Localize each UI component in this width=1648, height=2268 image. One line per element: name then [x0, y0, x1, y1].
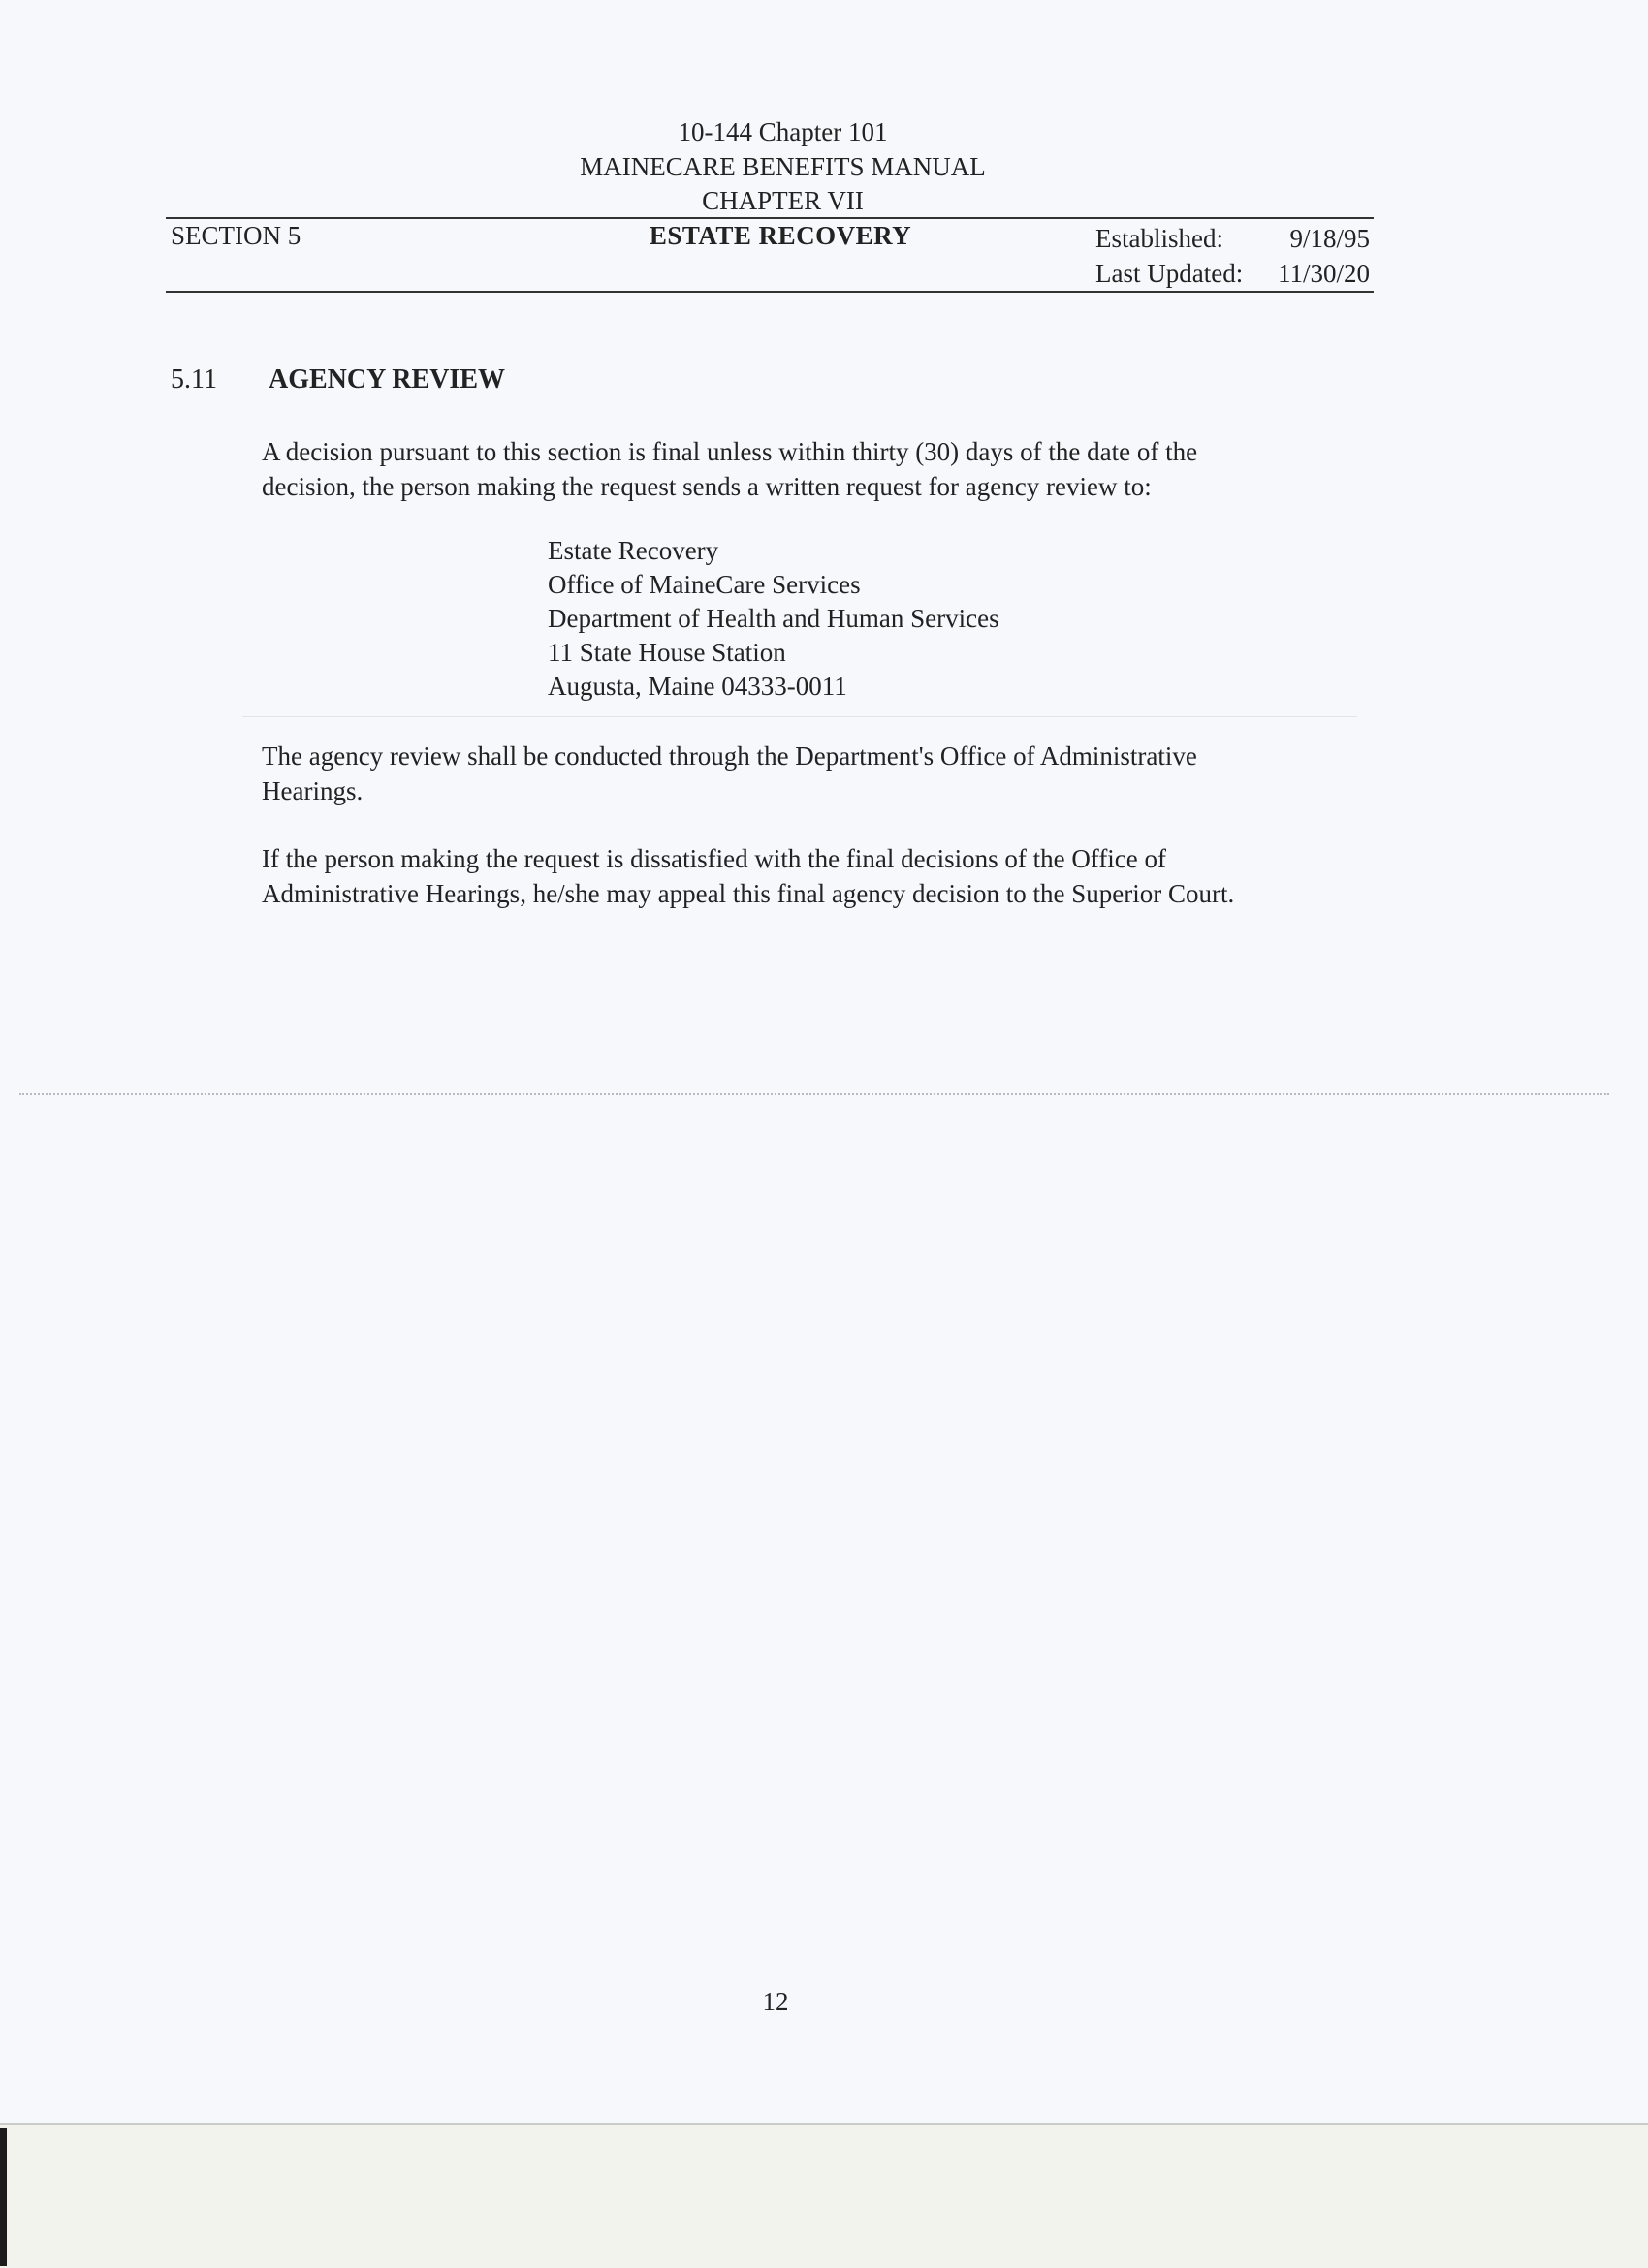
updated-row [1095, 256, 1370, 291]
header-bottom-rule [166, 291, 1374, 293]
paragraph-line: The agency review shall be conducted through the Department's Office of Administrative [262, 741, 1197, 771]
paragraph-line: A decision pursuant to this section is final unless within thirty (30) days of the date of the [262, 437, 1198, 466]
updated-date: 11/30/20 [1277, 259, 1370, 288]
paragraph-line: Hearings. [262, 776, 364, 805]
header-chapter-number: 10-144 Chapter 101 [678, 117, 888, 146]
paragraph-line: Administrative Hearings, he/she may appeal this final agency decision to the Superior Court. [262, 879, 1235, 908]
address-line: Augusta, Maine 04333-0011 [548, 672, 847, 701]
scanner-edge-shadow [0, 2128, 7, 2266]
paragraph-agency-review [262, 739, 1357, 808]
address-line: Department of Health and Human Services [548, 604, 999, 633]
paragraph-decision-final [262, 434, 1357, 504]
established-date: 9/18/95 [1289, 224, 1370, 253]
section-title: ESTATE RECOVERY [649, 221, 912, 250]
subsection-heading [171, 364, 505, 395]
established-row [1095, 221, 1370, 256]
scan-fold-line [242, 716, 1357, 717]
address-line: 11 State House Station [548, 638, 786, 667]
header-manual-title: MAINECARE BENEFITS MANUAL [580, 152, 986, 181]
address-line: Estate Recovery [548, 536, 719, 565]
scan-fold-line [19, 1093, 1609, 1095]
section-dates [1095, 221, 1370, 291]
page-number: 12 [762, 1987, 789, 2016]
updated-label: Last Updated: [1095, 259, 1244, 288]
subsection-number: 5.11 [171, 364, 217, 394]
header-chapter-label: CHAPTER VII [702, 186, 864, 215]
section-label: SECTION 5 [171, 221, 301, 250]
paragraph-appeal [262, 841, 1357, 911]
established-label: Established: [1095, 224, 1223, 253]
subsection-title: AGENCY REVIEW [269, 364, 505, 394]
paragraph-line: If the person making the request is dissatisfied with the final decisions of the Office of [262, 844, 1167, 873]
header-top-rule [166, 217, 1374, 219]
scanner-bed-strip [0, 2123, 1648, 2268]
mailing-address [548, 534, 999, 704]
paragraph-line: decision, the person making the request sends a written request for agency review to: [262, 472, 1152, 501]
address-line: Office of MaineCare Services [548, 570, 861, 599]
